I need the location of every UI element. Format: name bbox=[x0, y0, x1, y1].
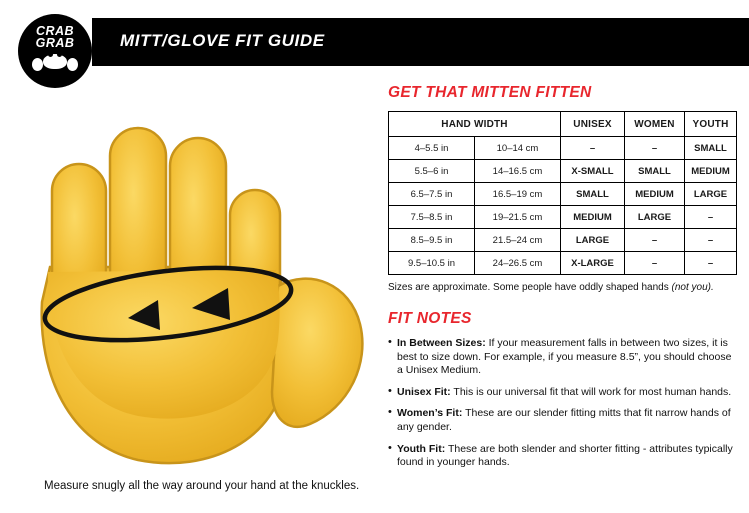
size-chart-heading: GET THAT MITTEN FITTEN bbox=[388, 84, 592, 101]
fit-guide-content bbox=[388, 84, 736, 478]
cell-cm: 16.5–19 cm bbox=[475, 183, 561, 206]
list-item bbox=[388, 337, 736, 378]
logo-text-top: CRAB bbox=[35, 24, 75, 38]
note-text: These are our slender fitting mitts that fit narrow hands of any gender. bbox=[397, 407, 731, 433]
cell-inches: 5.5–6 in bbox=[389, 160, 475, 183]
measure-caption: Measure snugly all the way around your hand at the knuckles. bbox=[44, 480, 360, 492]
fit-notes-heading: FIT NOTES bbox=[388, 310, 472, 327]
cell-women: – bbox=[625, 137, 685, 160]
table-row bbox=[389, 137, 737, 160]
cell-cm: 10–14 cm bbox=[475, 137, 561, 160]
note-text: This is our universal fit that will work for most human hands. bbox=[450, 385, 732, 398]
table-row bbox=[389, 229, 737, 252]
cell-inches: 9.5–10.5 in bbox=[389, 252, 475, 275]
cell-inches: 6.5–7.5 in bbox=[389, 183, 475, 206]
list-item bbox=[388, 443, 736, 470]
size-chart-note-text: Sizes are approximate. Some people have oddly shaped hands bbox=[388, 282, 672, 293]
cell-youth: SMALL bbox=[685, 137, 737, 160]
cell-unisex: SMALL bbox=[561, 183, 625, 206]
cell-unisex: – bbox=[561, 137, 625, 160]
note-text: If your measurement falls in between two sizes, it is best to size down. For example, if you measure 8.5”, you should choose a Unisex Medium. bbox=[397, 337, 732, 377]
list-item bbox=[388, 407, 736, 434]
cell-cm: 14–16.5 cm bbox=[475, 160, 561, 183]
page-header bbox=[0, 18, 749, 66]
table-row bbox=[389, 252, 737, 275]
hand-illustration bbox=[10, 72, 380, 472]
cell-cm: 21.5–24 cm bbox=[475, 229, 561, 252]
cell-women: – bbox=[625, 229, 685, 252]
cell-unisex: MEDIUM bbox=[561, 206, 625, 229]
note-label: In Between Sizes: bbox=[397, 337, 486, 349]
note-label: Youth Fit: bbox=[397, 442, 446, 455]
table-header-row bbox=[389, 112, 737, 137]
cell-inches: 7.5–8.5 in bbox=[389, 206, 475, 229]
note-label: Women’s Fit: bbox=[397, 407, 463, 420]
size-chart-table bbox=[388, 111, 737, 275]
cell-inches: 4–5.5 in bbox=[389, 137, 475, 160]
cell-unisex: X-SMALL bbox=[561, 160, 625, 183]
list-item bbox=[388, 386, 736, 400]
column-header-women: WOMEN bbox=[625, 112, 685, 137]
cell-cm: 24–26.5 cm bbox=[475, 252, 561, 275]
cell-women: LARGE bbox=[625, 206, 685, 229]
column-header-hand-width: HAND WIDTH bbox=[389, 112, 561, 137]
cell-youth: MEDIUM bbox=[685, 160, 737, 183]
cell-unisex: LARGE bbox=[561, 229, 625, 252]
cell-youth: – bbox=[685, 252, 737, 275]
cell-inches: 8.5–9.5 in bbox=[389, 229, 475, 252]
note-text: These are both slender and shorter fitting - attributes typically found in younger hands. bbox=[397, 442, 733, 469]
size-chart-note-italic: (not you). bbox=[671, 282, 714, 293]
cell-cm: 19–21.5 cm bbox=[475, 206, 561, 229]
cell-women: SMALL bbox=[625, 160, 685, 183]
table-row bbox=[389, 160, 737, 183]
table-row bbox=[389, 183, 737, 206]
cell-youth: – bbox=[685, 229, 737, 252]
cell-youth: – bbox=[685, 206, 737, 229]
column-header-unisex: UNISEX bbox=[561, 112, 625, 137]
column-header-youth: YOUTH bbox=[685, 112, 737, 137]
page-title: MITT/GLOVE FIT GUIDE bbox=[120, 31, 325, 50]
fit-notes-list bbox=[388, 337, 736, 470]
hand-svg bbox=[10, 72, 380, 472]
cell-unisex: X-LARGE bbox=[561, 252, 625, 275]
table-row bbox=[389, 206, 737, 229]
size-chart-note bbox=[388, 282, 736, 293]
cell-women: – bbox=[625, 252, 685, 275]
cell-youth: LARGE bbox=[685, 183, 737, 206]
logo-text-bottom: GRAB bbox=[35, 36, 75, 50]
cell-women: MEDIUM bbox=[625, 183, 685, 206]
note-label: Unisex Fit: bbox=[397, 385, 451, 398]
